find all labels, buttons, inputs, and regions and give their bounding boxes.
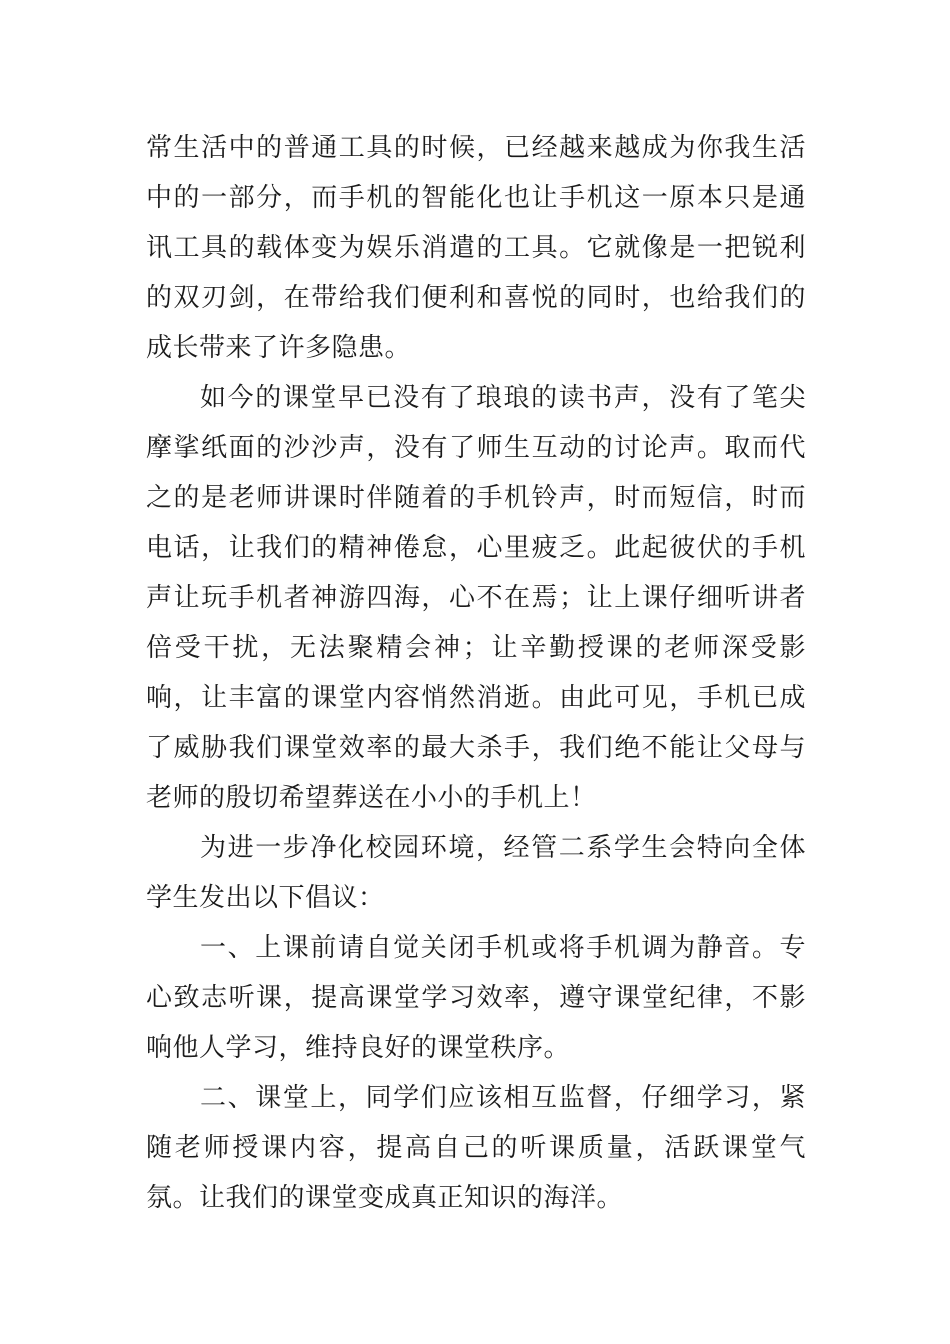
paragraph-classroom: 如今的课堂早已没有了琅琅的读书声，没有了笔尖摩挲纸面的沙沙声，没有了师生互动的讨论声。取而代之的是老师讲课时伴随着的手机铃声，时而短信，时而电话，让我们的精神倦怠，心里疲乏。此起彼伏的手机声让玩手机者神游四海，心不在焉；让上课仔细听讲者倍受干扰，无法聚精会神；让辛勤授课的老师深受影响，让丰富的课堂内容悄然消逝。由此可见，手机已成了威胁我们课堂效率的最大杀手，我们绝不能让父母与老师的殷切希望葬送在小小的手机上！	[146, 383, 806, 813]
paragraph-proposal-one: 一、上课前请自觉关闭手机或将手机调为静音。专心致志听课，提高课堂学习效率，遵守课堂纪律，不影响他人学习，维持良好的课堂秩序。	[146, 933, 806, 1063]
paragraph-proposal-intro: 为进一步净化校园环境，经管二系学生会特向全体学生发出以下倡议：	[146, 833, 806, 913]
document-body	[146, 123, 806, 1223]
paragraph-continued: 常生活中的普通工具的时候，已经越来越成为你我生活中的一部分，而手机的智能化也让手机这一原本只是通讯工具的载体变为娱乐消遣的工具。它就像是一把锐利的双刃剑，在带给我们便利和喜悦的同时，也给我们的成长带来了许多隐患。	[146, 133, 806, 363]
paragraph-proposal-two: 二、课堂上，同学们应该相互监督，仔细学习，紧随老师授课内容，提高自己的听课质量，活跃课堂气氛。让我们的课堂变成真正知识的海洋。	[146, 1083, 806, 1213]
